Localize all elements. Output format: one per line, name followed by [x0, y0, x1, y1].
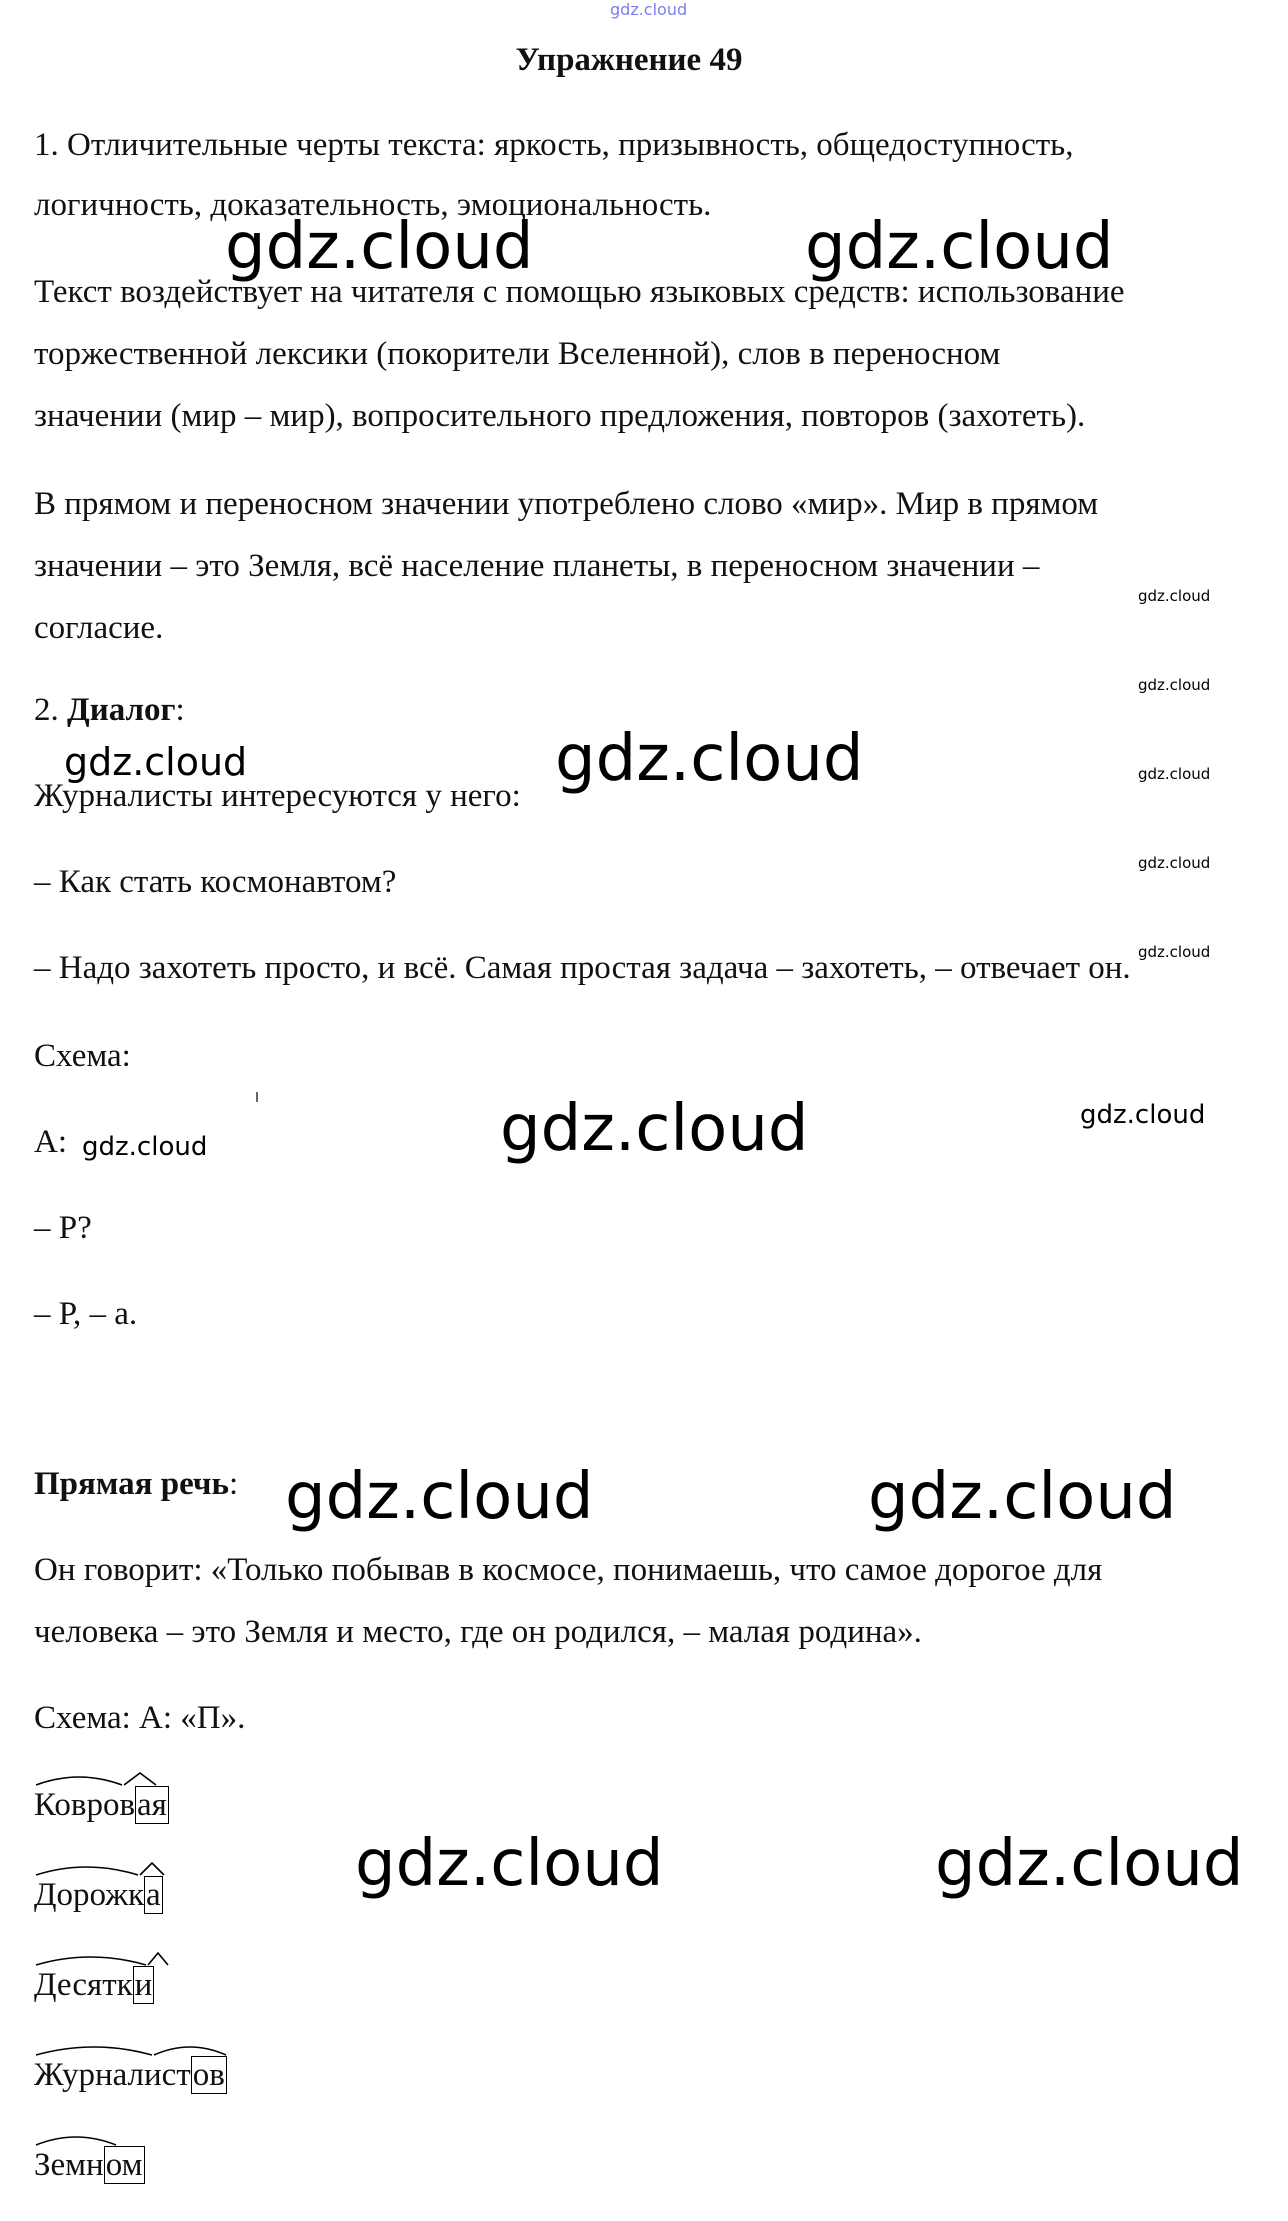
stray-mark — [256, 1092, 258, 1102]
morph-word — [34, 1875, 163, 1915]
watermark: gdz.cloud — [555, 722, 864, 796]
scheme-label: Схема: — [34, 1038, 131, 1074]
watermark: gdz.cloud — [1138, 765, 1211, 783]
para2-line3: значении (мир – мир), вопросительного предложения, повторов (захотеть). — [34, 398, 1086, 434]
direct-line1: Он говорит: «Только побывав в космосе, понимаешь, что самое дорогое для — [34, 1552, 1103, 1588]
top-watermark: gdz.cloud — [610, 0, 688, 19]
watermark: gdz.cloud — [868, 1460, 1177, 1534]
watermark: gdz.cloud — [285, 1460, 594, 1534]
para2-line1: Текст воздействует на читателя с помощью языковых средств: использование — [34, 274, 1125, 310]
word-stem: Журналист — [34, 2057, 191, 2093]
para2-line2: торжественной лексики (покорители Вселенной), слов в переносном — [34, 336, 1001, 372]
word-stem: Земн — [34, 2147, 104, 2183]
para3-line2: значении – это Земля, всё население планеты, в переносном значении – — [34, 548, 1040, 584]
morph-word — [34, 2145, 145, 2185]
root-arc-mark — [34, 1951, 194, 1971]
exercise-title: Упражнение 49 — [515, 42, 743, 78]
word-ending: и — [134, 1967, 153, 2003]
dialog-number: 2. — [34, 692, 67, 728]
word-ending: ов — [192, 2057, 225, 2093]
watermark: gdz.cloud — [82, 1132, 208, 1162]
dialog-colon: : — [175, 692, 185, 728]
para3-line3: согласие. — [34, 610, 164, 646]
watermark: gdz.cloud — [1138, 587, 1211, 605]
morph-word — [34, 1965, 154, 2005]
word-stem: Десятк — [34, 1967, 133, 2003]
watermark: gdz.cloud — [1080, 1100, 1206, 1130]
root-arc-mark — [34, 1771, 194, 1791]
morph-word — [34, 2055, 227, 2095]
para3-line1: В прямом и переносном значении употреблено слово «мир». Мир в прямом — [34, 486, 1099, 522]
watermark: gdz.cloud — [1138, 943, 1211, 961]
direct-heading — [34, 1464, 238, 1504]
dialog-heading — [34, 690, 185, 730]
watermark: gdz.cloud — [1138, 676, 1211, 694]
root-arc-mark — [34, 2041, 254, 2061]
watermark: gdz.cloud — [500, 1092, 809, 1166]
word-ending: ом — [105, 2147, 143, 2183]
direct-scheme: Схема: А: «П». — [34, 1700, 246, 1736]
para1-line1: 1. Отличительные черты текста: яркость, призывность, общедоступность, — [34, 127, 1074, 163]
morph-word — [34, 1785, 169, 1825]
word-stem: Дорожк — [34, 1877, 145, 1913]
direct-line2: человека – это Земля и место, где он родился, – малая родина». — [34, 1614, 922, 1650]
watermark: gdz.cloud — [1138, 854, 1211, 872]
dialog-line2: – Как стать космонавтом? — [34, 864, 397, 900]
watermark: gdz.cloud — [355, 1827, 664, 1901]
word-stem: Ковров — [34, 1787, 136, 1823]
dialog-label: Диалог — [67, 692, 176, 728]
direct-label: Прямая речь — [34, 1466, 229, 1502]
root-arc-mark — [34, 2131, 194, 2151]
root-arc-mark — [34, 1861, 194, 1881]
scheme-a: А: — [34, 1124, 67, 1160]
watermark: gdz.cloud — [805, 210, 1114, 284]
watermark: gdz.cloud — [935, 1827, 1244, 1901]
para1-line2: логичность, доказательность, эмоциональность. — [34, 187, 712, 223]
word-ending: ая — [137, 1787, 167, 1823]
watermark: gdz.cloud — [225, 210, 534, 284]
word-ending: а — [146, 1877, 161, 1913]
dialog-line1: Журналисты интересуются у него: — [34, 778, 521, 814]
dialog-line3: – Надо захотеть просто, и всё. Самая простая задача – захотеть, – отвечает он. — [34, 950, 1131, 986]
scheme-p1: – Р? — [34, 1210, 92, 1246]
direct-colon: : — [228, 1466, 239, 1502]
watermark: gdz.cloud — [64, 740, 248, 784]
scheme-p2: – Р, – а. — [34, 1296, 138, 1332]
